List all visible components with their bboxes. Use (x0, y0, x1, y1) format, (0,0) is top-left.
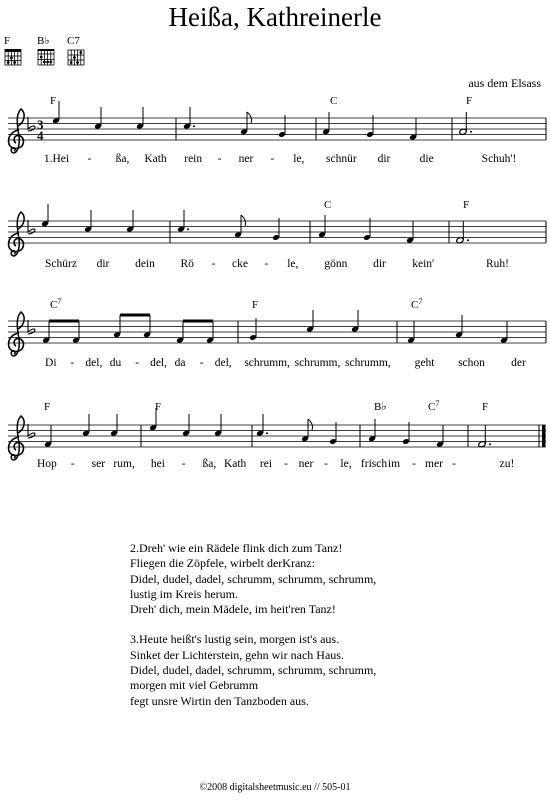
copyright-footer: ©2008 digitalsheetmusic.eu // 505-01 (199, 782, 351, 793)
chord-symbol: $C^7$ (411, 297, 423, 311)
staff-system-2 (8, 204, 546, 256)
verse-line: morgen mit viel Gebrumm (130, 678, 259, 693)
lyric-syllable: rein (184, 153, 203, 165)
lyric-syllable: - (217, 153, 222, 165)
lyric-syllable: Kath (223, 458, 247, 470)
lyric-syllable: rum, (113, 458, 135, 470)
lyric-syllable: ner (298, 458, 314, 470)
lyric-syllable: dein (135, 258, 155, 270)
lyric-syllable: mer (425, 458, 443, 470)
lyric-syllable: im (387, 458, 401, 470)
chord-symbol: F (466, 95, 473, 107)
staff-system-1 (8, 101, 546, 153)
chord-symbol: C (330, 95, 338, 107)
chord-diagram-name: B♭ (37, 35, 50, 47)
lyric-syllable: gönn (324, 258, 348, 270)
lyric-syllable: le, (287, 258, 299, 270)
chord-symbol: $C^7$ (428, 399, 440, 413)
lyric-syllable: del, (214, 357, 232, 369)
staff-system-3 (8, 310, 546, 356)
lyric-syllable: cke (232, 258, 248, 270)
treble-clef-icon (9, 312, 25, 356)
verse-2 (130, 541, 376, 617)
treble-clef-icon (9, 109, 25, 153)
lyric-syllable: - (70, 357, 75, 369)
lyric-syllable: Kath (144, 153, 167, 165)
verse-line: Fliegen die Zöpfele, wirbelt derKranz: (130, 556, 315, 571)
lyric-syllable: Hop (36, 458, 57, 470)
lyric-syllable: le, (293, 153, 305, 165)
verse-line: Sinket der Lichterstein, gehn wir nach Haus. (130, 647, 344, 662)
chord-symbol: F (482, 401, 489, 413)
treble-clef-icon (9, 416, 25, 460)
chord-symbol: F (155, 401, 162, 413)
lyric-syllable: rei (259, 458, 273, 470)
lyric-syllable: del, (85, 357, 103, 369)
chord-symbol: $C^7$ (50, 297, 62, 311)
lyric-syllable: ßa, (202, 458, 217, 470)
lyric-syllable: - (87, 153, 92, 165)
lyric-syllable: - (181, 458, 186, 470)
lyric-syllable: - (135, 357, 139, 369)
lyric-syllable: Rö (180, 258, 194, 270)
lyric-syllable: - (199, 357, 204, 369)
lyric-syllable: der (511, 357, 526, 369)
lyric-syllable: le, (340, 458, 352, 470)
chord-symbol: F (50, 95, 57, 107)
chord-diagram-name: C7 (67, 35, 80, 47)
lyric-syllable: schrumm, (244, 357, 291, 369)
lyric-syllable: - (452, 458, 456, 470)
time-signature-top: 3 (37, 117, 44, 132)
lyric-syllable: dir (377, 153, 391, 165)
chord-symbol: B♭ (374, 401, 387, 413)
staff-system-4 (8, 408, 546, 460)
lyric-syllable: - (211, 258, 216, 270)
lyric-syllable: ßa, (115, 153, 130, 165)
lyric-syllable: Ruh! (486, 258, 509, 270)
lyric-syllable: da (174, 357, 186, 369)
lyric-syllable: - (70, 458, 75, 470)
lyric-syllable: schon (458, 357, 485, 369)
lyric-syllable: dir (373, 258, 386, 270)
lyric-syllable: del, (150, 357, 168, 369)
lyric-syllable: schnür (325, 153, 357, 165)
lyric-syllable: - (270, 153, 275, 165)
chord-diagram-name: F (4, 35, 11, 47)
final-barline (542, 425, 546, 447)
lyric-syllable: zu! (499, 458, 515, 470)
verse-line: fegt unsre Wirtin den Tanzboden aus. (130, 693, 309, 708)
treble-clef-icon (9, 212, 25, 256)
song-origin: aus dem Elsass (468, 76, 541, 90)
verse-line: Dreh' dich, mein Mädele, im heit'ren Tanz! (130, 602, 336, 617)
verse-line: 2.Dreh' wie ein Rädele flink dich zum Tanz! (130, 541, 343, 555)
chord-symbol: F (44, 401, 51, 413)
song-title: Heißa, Kathreinerle (168, 2, 382, 32)
lyric-syllable: du (109, 357, 122, 369)
lyric-syllable: die (419, 153, 434, 165)
time-signature-bottom: 4 (37, 128, 44, 143)
lyric-syllable: schrumm, (344, 357, 391, 369)
verse-line: lustig im Kreis herum. (130, 586, 238, 601)
chord-symbol: F (252, 299, 259, 311)
lyrics (37, 153, 526, 470)
lyric-syllable: geht (414, 357, 435, 369)
verses (130, 541, 376, 724)
lyric-syllable: schrumm, (294, 357, 341, 369)
lyric-syllable: dir (96, 258, 110, 270)
lyric-syllable: Di (45, 357, 57, 369)
verse-line: Didel, dudel, dadel, schrumm, schrumm, schrumm, (130, 663, 377, 678)
lyric-syllable: 1.Hei (43, 153, 70, 165)
lyric-syllable: Schuh'! (481, 153, 517, 165)
verse-line: Didel, dudel, dadel, schrumm, schrumm, schrumm, (130, 571, 377, 586)
lyric-syllable: - (284, 458, 288, 470)
lyric-syllable: hei (150, 458, 165, 470)
lyric-syllable: - (412, 458, 416, 470)
lyric-syllable: ner (238, 153, 254, 165)
chord-symbol: F (463, 199, 470, 211)
verse-3 (130, 632, 376, 708)
lyric-syllable: - (324, 458, 328, 470)
lyric-syllable: Schürz (45, 258, 77, 270)
lyric-syllable: frisch (360, 458, 388, 470)
verse-line: 3.Heute heißt's lustig sein, morgen ist's aus. (130, 632, 340, 647)
lyric-syllable: kein' (412, 258, 435, 270)
lyric-syllable: - (264, 258, 269, 270)
chord-symbol: C (324, 199, 332, 211)
lyric-syllable: ser (91, 458, 106, 470)
